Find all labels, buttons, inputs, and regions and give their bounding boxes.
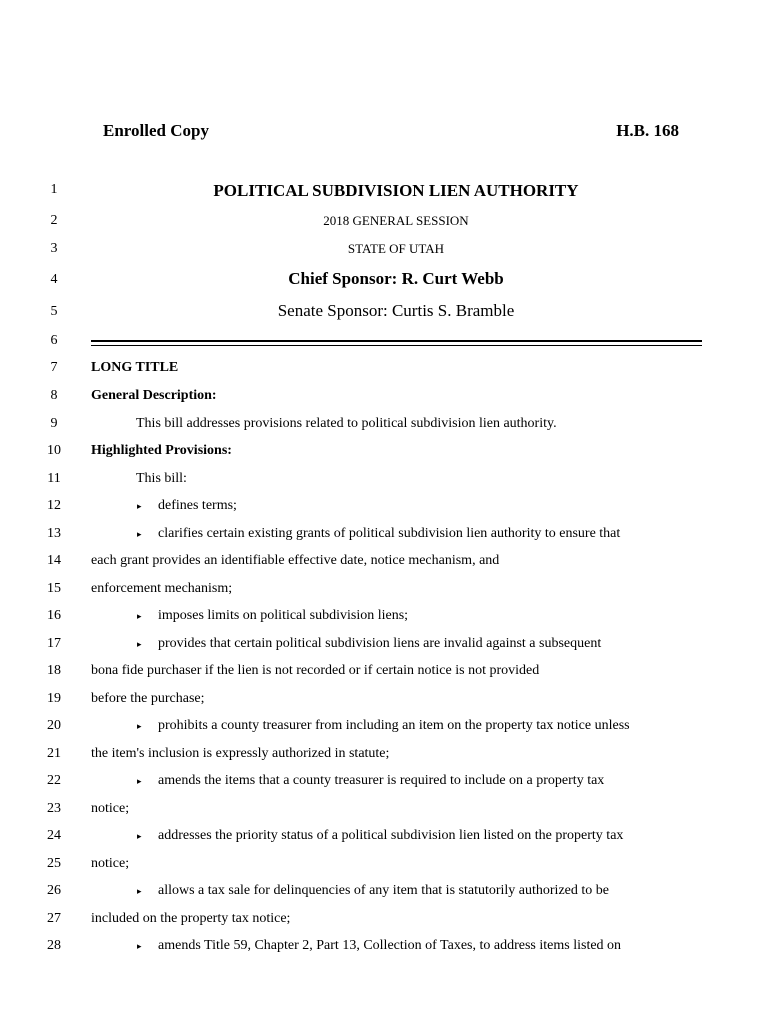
divider-rule-top bbox=[91, 340, 702, 342]
provision-text: addresses the priority status of a political subdivision lien listed on the property tax bbox=[158, 828, 624, 843]
line-number: 23 bbox=[47, 801, 61, 816]
provision-text: imposes limits on political subdivision liens; bbox=[158, 608, 409, 623]
bullet-icon: ▸ bbox=[137, 529, 142, 539]
bill-title: POLITICAL SUBDIVISION LIEN AUTHORITY bbox=[213, 181, 579, 200]
line-number: 15 bbox=[47, 581, 61, 596]
line-number: 9 bbox=[50, 416, 58, 431]
provision-continuation: included on the property tax notice; bbox=[91, 911, 291, 926]
line-number: 7 bbox=[50, 360, 58, 375]
line-number: 14 bbox=[47, 553, 61, 568]
line-number: 21 bbox=[47, 746, 61, 761]
line-number: 3 bbox=[50, 241, 58, 256]
provision-text: amends the items that a county treasurer is required to include on a property tax bbox=[158, 773, 605, 788]
line-number: 20 bbox=[47, 718, 61, 733]
bullet-icon: ▸ bbox=[137, 721, 142, 731]
provision-text: allows a tax sale for delinquencies of any item that is statutorily authorized to be bbox=[158, 883, 609, 898]
line-number: 26 bbox=[47, 883, 61, 898]
provision-text: amends Title 59, Chapter 2, Part 13, Collection of Taxes, to address items listed on bbox=[158, 938, 622, 953]
line-number: 22 bbox=[47, 773, 61, 788]
line-number: 10 bbox=[47, 443, 61, 458]
chief-sponsor: Chief Sponsor: R. Curt Webb bbox=[288, 269, 504, 288]
line-number: 18 bbox=[47, 663, 61, 678]
provision-continuation: notice; bbox=[91, 801, 130, 816]
line-number: 13 bbox=[47, 526, 61, 541]
line-number: 6 bbox=[50, 333, 58, 348]
line-number: 5 bbox=[50, 304, 58, 319]
line-number: 8 bbox=[50, 388, 58, 403]
bullet-icon: ▸ bbox=[137, 941, 142, 951]
line-number: 11 bbox=[47, 471, 61, 486]
line-number: 2 bbox=[50, 213, 58, 228]
line-number: 1 bbox=[50, 182, 58, 197]
provision-text: defines terms; bbox=[158, 498, 237, 513]
provision-continuation: each grant provides an identifiable effective date, notice mechanism, and bbox=[91, 553, 500, 568]
session-line: 2018 GENERAL SESSION bbox=[323, 213, 469, 228]
provision-continuation: enforcement mechanism; bbox=[91, 581, 233, 596]
general-description-text: This bill addresses provisions related to political subdivision lien authority. bbox=[136, 416, 557, 431]
this-bill-text: This bill: bbox=[136, 471, 187, 486]
provision-continuation: bona fide purchaser if the lien is not recorded or if certain notice is not provided bbox=[91, 663, 540, 678]
line-number: 4 bbox=[50, 272, 58, 287]
line-number: 27 bbox=[47, 911, 61, 926]
line-number: 19 bbox=[47, 691, 61, 706]
bill-number: H.B. 168 bbox=[616, 121, 679, 140]
provision-continuation: the item's inclusion is expressly authorized in statute; bbox=[91, 746, 390, 761]
document-status: Enrolled Copy bbox=[103, 121, 209, 140]
bullet-icon: ▸ bbox=[137, 831, 142, 841]
bullet-icon: ▸ bbox=[137, 639, 142, 649]
provision-text: clarifies certain existing grants of political subdivision lien authority to ensure that bbox=[158, 526, 621, 541]
long-title-heading: LONG TITLE bbox=[91, 360, 179, 375]
bullet-icon: ▸ bbox=[137, 886, 142, 896]
line-number: 25 bbox=[47, 856, 61, 871]
line-number: 12 bbox=[47, 498, 61, 513]
provision-text: provides that certain political subdivision liens are invalid against a subsequent bbox=[158, 636, 602, 651]
provision-continuation: before the purchase; bbox=[91, 691, 205, 706]
senate-sponsor: Senate Sponsor: Curtis S. Bramble bbox=[277, 301, 515, 320]
provision-text: prohibits a county treasurer from including an item on the property tax notice unless bbox=[158, 718, 630, 733]
highlighted-provisions-heading: Highlighted Provisions: bbox=[91, 443, 232, 458]
bullet-icon: ▸ bbox=[137, 501, 142, 511]
bullet-icon: ▸ bbox=[137, 776, 142, 786]
line-number: 16 bbox=[47, 608, 61, 623]
line-number: 17 bbox=[47, 636, 61, 651]
divider-rule-bottom bbox=[91, 345, 702, 346]
bullet-icon: ▸ bbox=[137, 611, 142, 621]
general-description-heading: General Description: bbox=[91, 388, 217, 403]
provision-continuation: notice; bbox=[91, 856, 130, 871]
line-number: 24 bbox=[47, 828, 61, 843]
line-number: 28 bbox=[47, 938, 61, 953]
state-line: STATE OF UTAH bbox=[347, 241, 445, 256]
